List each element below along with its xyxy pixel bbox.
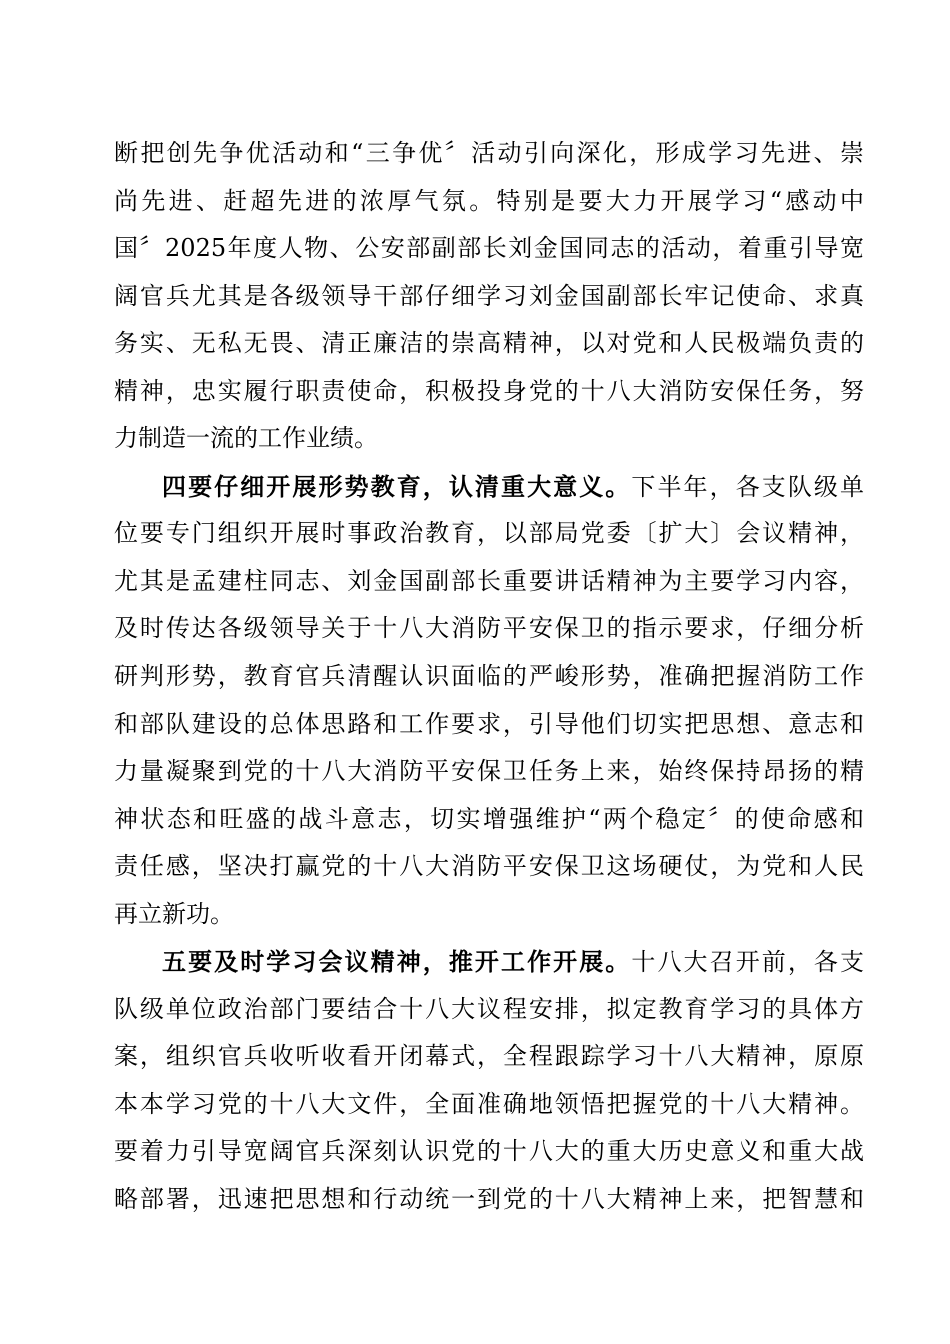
- text-line: 力量凝聚到党的十八大消防平安保卫任务上来，始终保持昂扬的精: [114, 757, 864, 786]
- text-line: 位要专门组织开展时事政治教育，以部局党委〔扩大〕会议精神，: [114, 519, 864, 548]
- text-line: 略部署，迅速把思想和行动统一到党的十八大精神上来，把智慧和: [114, 1185, 864, 1214]
- text-line: 案，组织官兵收听收看开闭幕式，全程跟踪学习十八大精神，原原: [114, 1042, 864, 1071]
- text-line: [114, 463, 864, 511]
- paragraph-heading: 四要仔细开展形势教育，认清重大意义。: [162, 471, 632, 501]
- text-line: 和部队建设的总体思路和工作要求，引导他们切实把思想、意志和: [114, 709, 864, 738]
- paragraph-heading: 五要及时学习会议精神，推开工作开展。: [162, 947, 632, 977]
- text-line: 再立新功。: [114, 899, 234, 928]
- text-line: 阔官兵尤其是各级领导干部仔细学习刘金国副部长牢记使命、求真: [114, 281, 864, 310]
- text-line: 责任感，坚决打赢党的十八大消防平安保卫这场硬仗，为党和人民: [114, 852, 864, 881]
- document-body: [114, 130, 864, 1224]
- text-line: 本本学习党的十八大文件，全面准确地领悟把握党的十八大精神。: [114, 1089, 864, 1118]
- text-line: 神状态和旺盛的战斗意志，切实增强维护“两个稳定〞的使命感和: [114, 804, 864, 833]
- text-span: 十八大召开前，各支: [631, 948, 865, 977]
- text-line: 断把创先争优活动和“三争优〞活动引向深化，形成学习先进、崇: [114, 139, 864, 167]
- text-line: 力制造一流的工作业绩。: [114, 424, 378, 453]
- text-line: 要着力引导宽阔官兵深刻认识党的十八大的重大历史意义和重大战: [114, 1137, 864, 1166]
- text-line: 尚先进、赶超先进的浓厚气氛。特别是要大力开展学习“感动中: [114, 186, 864, 215]
- text-line: 务实、无私无畏、清正廉洁的崇高精神，以对党和人民极端负责的: [114, 329, 864, 358]
- text-span: 下半年，各支队级单: [631, 472, 865, 501]
- paragraph-3: [114, 938, 864, 1223]
- paragraph-2: [114, 463, 864, 938]
- text-line: 精神，忠实履行职责使命，积极投身党的十八大消防安保任务，努: [114, 376, 864, 405]
- text-line: [114, 938, 864, 986]
- text-line: 队级单位政治部门要结合十八大议程安排，拟定教育学习的具体方: [114, 994, 864, 1023]
- text-line: 及时传达各级领导关于十八大消防平安保卫的指示要求，仔细分析: [114, 614, 864, 643]
- text-line: 尤其是孟建柱同志、刘金国副部长重要讲话精神为主要学习内容，: [114, 566, 864, 595]
- paragraph-1: [114, 130, 864, 463]
- text-line: 研判形势，教育官兵清醒认识面临的严峻形势，准确把握消防工作: [114, 662, 864, 691]
- text-line: 国〞2025年度人物、公安部副部长刘金国同志的活动，着重引导宽: [114, 234, 864, 263]
